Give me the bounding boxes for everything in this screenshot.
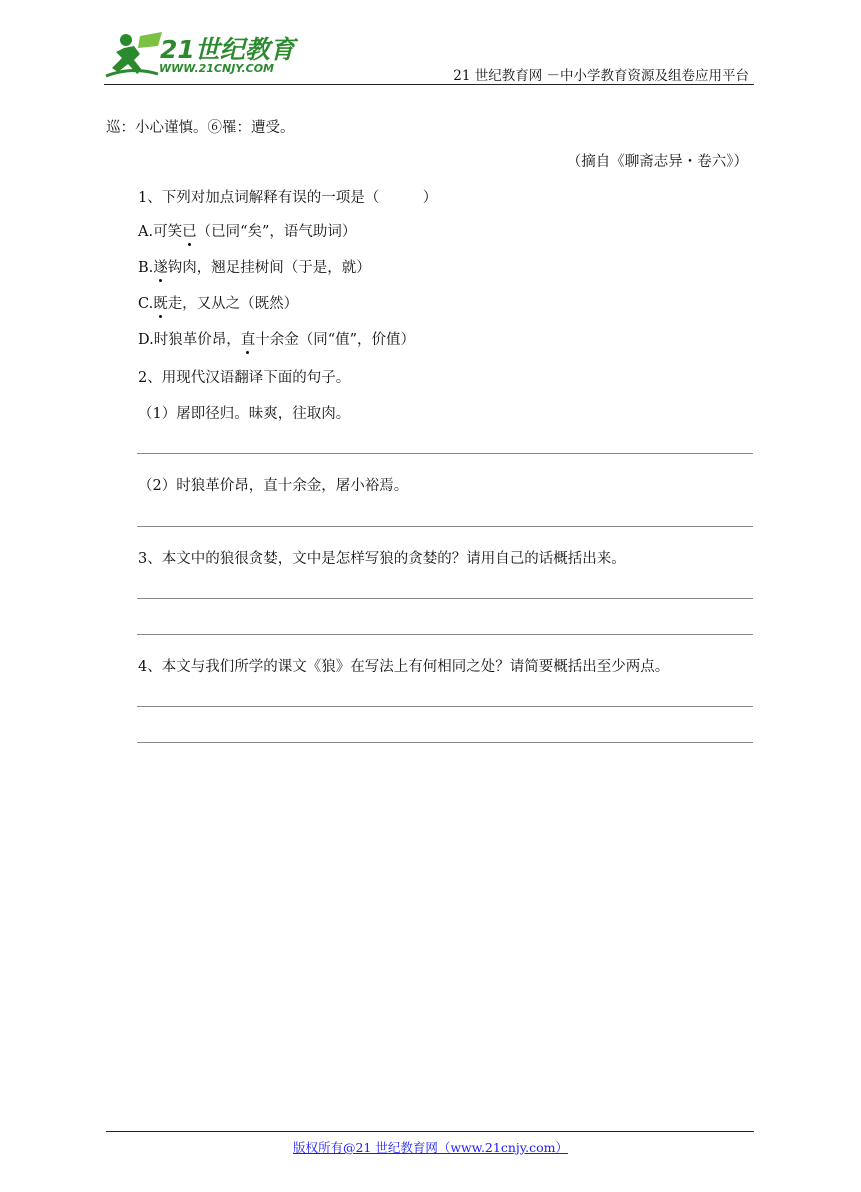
question-1-option-a: A.可笑已（已同“矣”，语气助词） xyxy=(138,224,357,240)
annotation-continuation: 巡：小心谨慎。⑥罹：遭受。 xyxy=(106,120,295,136)
dotted-word: 直 xyxy=(240,332,256,348)
dotted-word: 已 xyxy=(182,224,197,240)
answer-line xyxy=(137,453,753,454)
answer-line xyxy=(137,598,753,599)
answer-line xyxy=(137,742,753,743)
source-citation: （摘自《聊斋志异・卷六》） xyxy=(566,154,748,170)
dotted-word: 既 xyxy=(153,296,168,312)
question-1-stem: 1、下列对加点词解释有误的一项是（ ） xyxy=(138,190,438,206)
footer-copyright[interactable] xyxy=(0,1138,861,1156)
question-4-stem: 4、本文与我们所学的课文《狼》在写法上有何相同之处？请简要概括出至少两点。 xyxy=(138,659,670,675)
answer-line xyxy=(137,706,753,707)
copyright-link[interactable]: 版权所有@21 世纪教育网（www.21cnjy.com） xyxy=(292,1140,569,1155)
logo-url: WWW.21CNJY.COM xyxy=(159,62,274,75)
site-logo xyxy=(104,30,295,82)
question-1-option-c: C.既走，又从之（既然） xyxy=(138,296,299,312)
answer-line xyxy=(137,634,753,635)
question-2-stem: 2、用现代汉语翻译下面的句子。 xyxy=(138,370,351,386)
question-1-option-b: B.遂钩肉，翘足挂树间（于是，就） xyxy=(138,260,371,276)
answer-line xyxy=(137,526,753,527)
footer-divider xyxy=(106,1131,754,1132)
question-1-option-d: D.时狼革价昂，直十余金（同“值”，价值） xyxy=(138,332,416,348)
dotted-word: 遂 xyxy=(153,260,168,276)
runner-logo-icon xyxy=(104,30,164,82)
header-divider xyxy=(104,84,754,85)
question-3-stem: 3、本文中的狼很贪婪，文中是怎样写狼的贪婪的？请用自己的话概括出来。 xyxy=(138,551,626,567)
logo-wordmark: 21世纪教育 xyxy=(160,35,295,64)
question-2-sentence-1: （1）屠即径归。昧爽，往取肉。 xyxy=(138,406,351,422)
question-2-sentence-2: （2）时狼革价昂，直十余金，屠小裕焉。 xyxy=(138,478,409,494)
site-title: 21 世纪教育网 －中小学教育资源及组卷应用平台 xyxy=(453,68,749,84)
